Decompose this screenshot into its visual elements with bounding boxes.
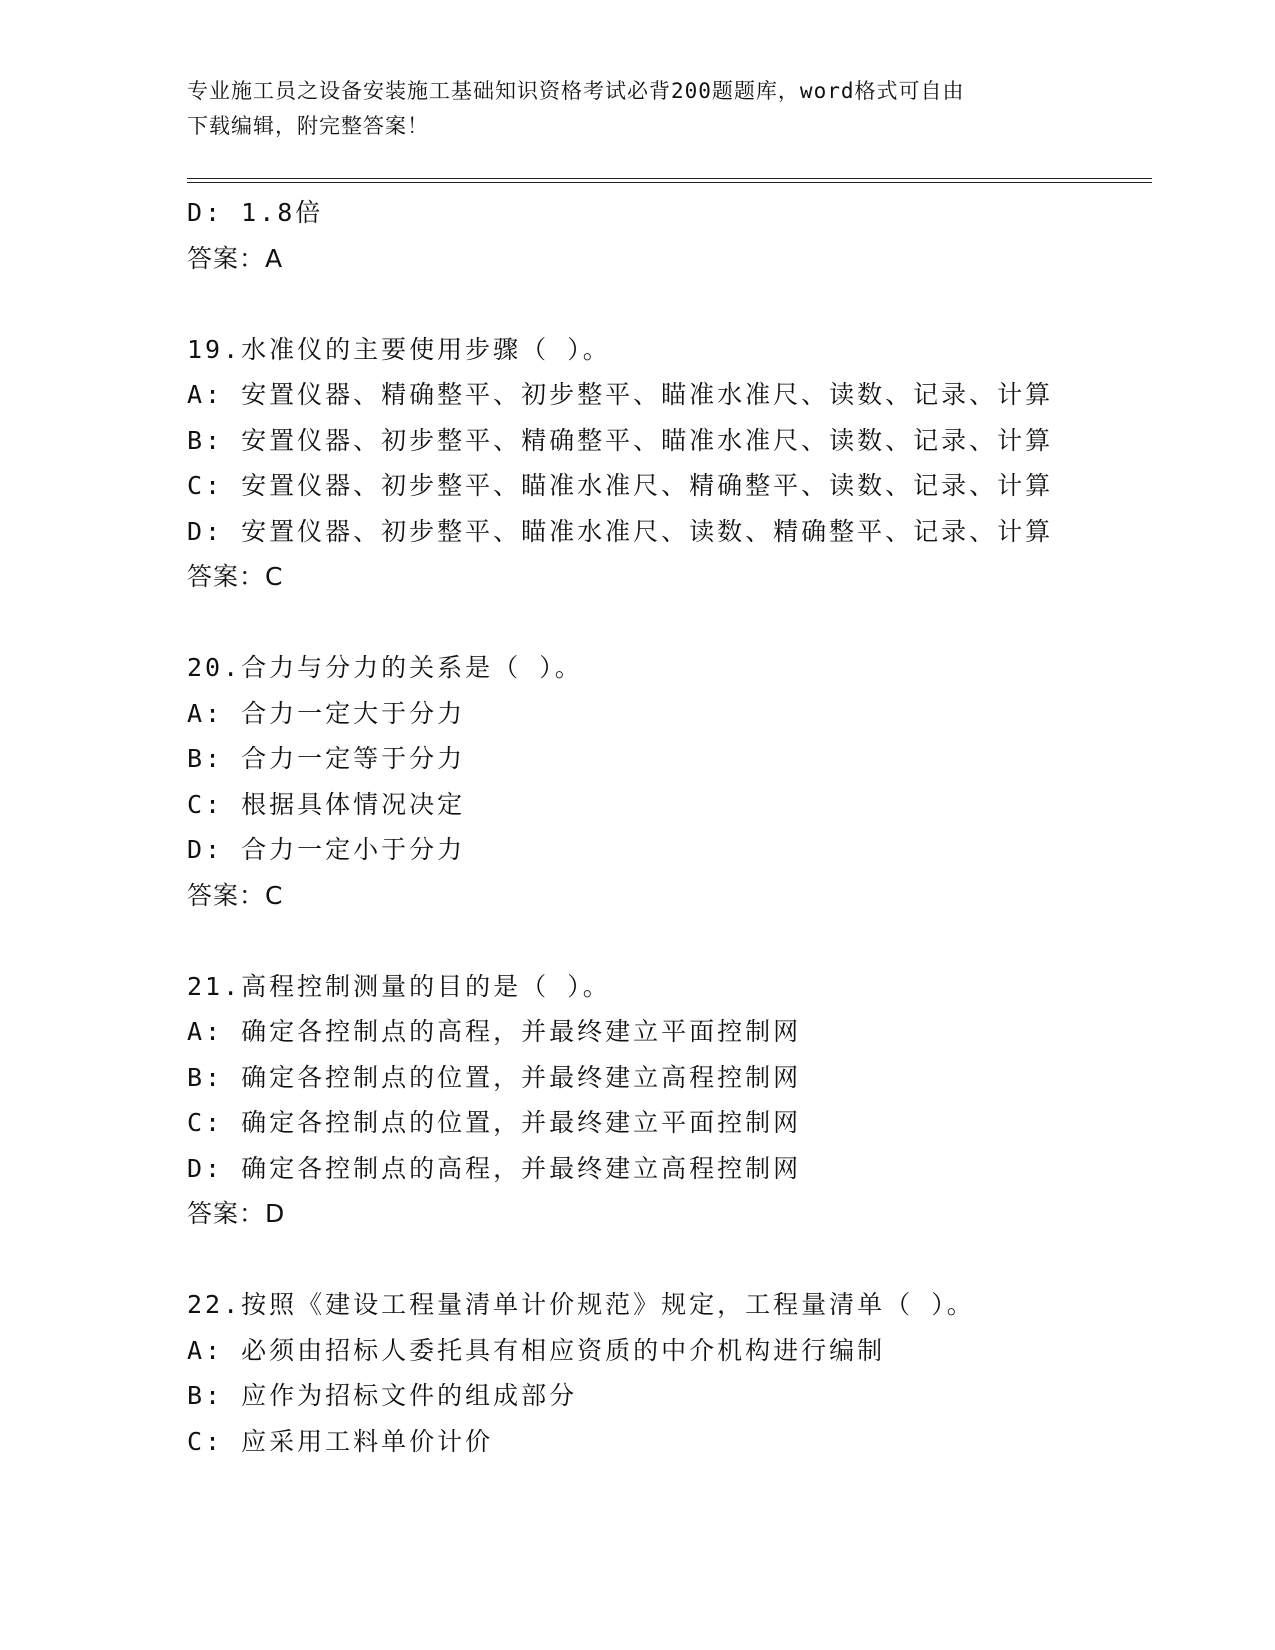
spacer <box>187 918 1147 964</box>
question-stem: 20.合力与分力的关系是（ ）。 <box>187 653 583 682</box>
option-b: B: 安置仪器、初步整平、精确整平、瞄准水准尺、读数、记录、计算 <box>187 425 1054 455</box>
option-c: C: 根据具体情况决定 <box>187 789 466 819</box>
spacer <box>187 281 1147 327</box>
answer-line: 答案：A <box>187 243 284 273</box>
option-c: C: 确定各控制点的位置，并最终建立平面控制网 <box>187 1108 802 1137</box>
option-d: D: 合力一定小于分力 <box>187 835 466 864</box>
option-a: A: 安置仪器、精确整平、初步整平、瞄准水准尺、读数、记录、计算 <box>187 380 1054 409</box>
option-d: D: 1.8倍 <box>187 198 324 227</box>
question-stem: 21.高程控制测量的目的是（ ）。 <box>187 971 611 1001</box>
header-line-2: 下载编辑，附完整答案！ <box>187 114 429 138</box>
spacer <box>187 600 1147 646</box>
option-b: B: 应作为招标文件的组成部分 <box>187 1381 578 1410</box>
option-b: B: 确定各控制点的位置，并最终建立高程控制网 <box>187 1062 802 1092</box>
answer-line: 答案：C <box>187 562 284 591</box>
option-c: C: 安置仪器、初步整平、瞄准水准尺、精确整平、读数、记录、计算 <box>187 471 1054 500</box>
spacer <box>187 1237 1147 1283</box>
question-stem: 19.水准仪的主要使用步骤（ ）。 <box>187 334 611 364</box>
question-stem: 22.按照《建设工程量清单计价规范》规定，工程量清单（ ）。 <box>187 1290 975 1319</box>
option-c: C: 应采用工料单价计价 <box>187 1426 494 1456</box>
header-divider-top <box>187 178 1152 179</box>
option-a: A: 合力一定大于分力 <box>187 698 466 728</box>
option-b: B: 合力一定等于分力 <box>187 744 466 773</box>
option-a: A: 确定各控制点的高程，并最终建立平面控制网 <box>187 1017 802 1046</box>
answer-line: 答案：D <box>187 1199 286 1228</box>
option-d: D: 确定各控制点的高程，并最终建立高程控制网 <box>187 1153 802 1183</box>
document-header <box>187 74 1087 144</box>
question-list <box>187 190 1147 1464</box>
header-line-1: 专业施工员之设备安装施工基础知识资格考试必背200题题库，word格式可自由 <box>187 79 965 103</box>
option-a: A: 必须由招标人委托具有相应资质的中介机构进行编制 <box>187 1335 886 1365</box>
answer-line: 答案：C <box>187 880 284 910</box>
header-divider-bottom <box>187 182 1152 183</box>
option-d: D: 安置仪器、初步整平、瞄准水准尺、读数、精确整平、记录、计算 <box>187 516 1054 546</box>
